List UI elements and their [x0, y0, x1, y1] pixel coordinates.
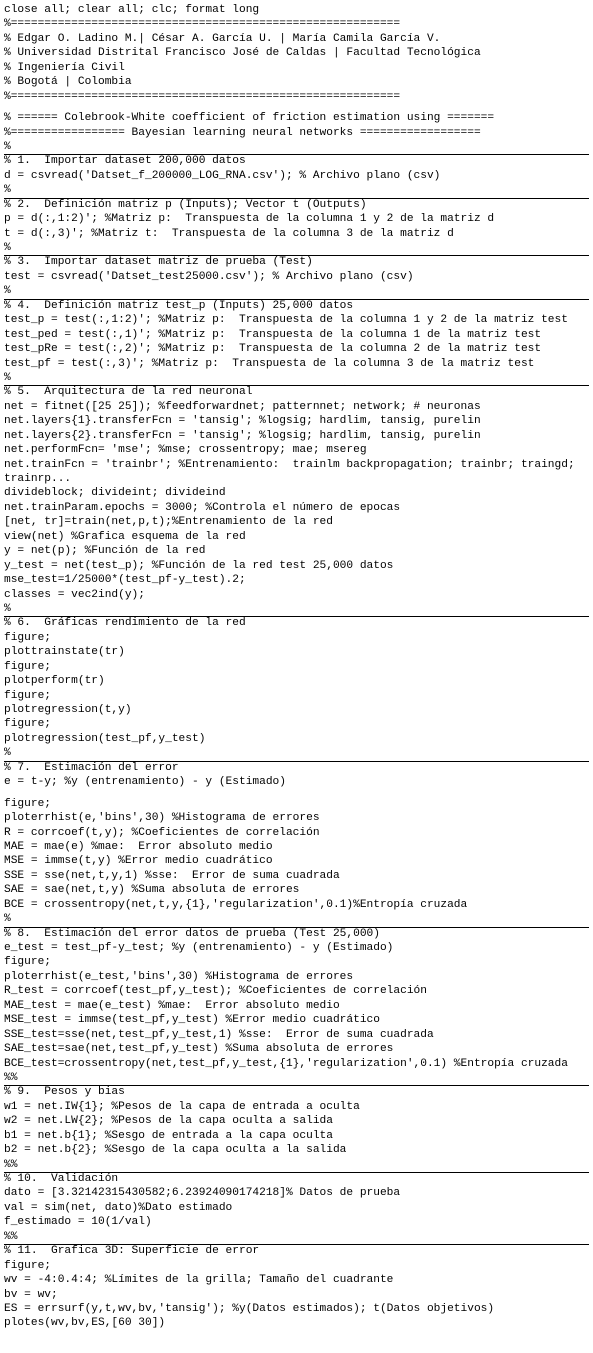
code-line: bv = wv;	[4, 1288, 58, 1301]
code-line: % 9. Pesos y bias	[4, 1086, 125, 1099]
code-line: ploterrhist(e,'bins',30) %Histograma de errores	[4, 812, 320, 825]
code-line: net.trainFcn = 'trainbr'; %Entrenamiento: trainlm backpropagation; trainbr; traingd;	[4, 458, 575, 471]
code-line: R = corrcoef(t,y); %Coeficientes de correlación	[4, 826, 320, 839]
code-line: % 4. Definición matriz test_p (Inputs) 25,000 datos	[4, 299, 354, 312]
code-line: dato = [3.32142315430582;6.23924090174218]% Datos de prueba	[4, 1187, 401, 1200]
code-line: % 11. Grafica 3D: Superficie de error	[4, 1245, 260, 1258]
code-line: net = fitnet([25 25]); %feedforwardnet; patternnet; network; # neuronas	[4, 400, 481, 413]
section-divider: %	[4, 140, 589, 155]
code-line: d = csvread('Datset_f_200000_LOG_RNA.csv'); % Archivo plano (csv)	[4, 169, 441, 182]
code-line: p = d(:,1:2)'; %Matriz p: Transpuesta de la columna 1 y 2 de la matriz d	[4, 213, 495, 226]
code-line: plotperform(tr)	[4, 675, 105, 688]
code-line: % 6. Gráficas rendimiento de la red	[4, 617, 246, 630]
code-listing	[4, 3, 589, 1331]
code-line: w2 = net.LW{2}; %Pesos de la capa oculta a salida	[4, 1115, 333, 1128]
code-line: SAE = sae(net,t,y) %Suma absoluta de errores	[4, 884, 300, 897]
code-line: [net, tr]=train(net,p,t);%Entrenamiento de la red	[4, 516, 333, 529]
code-line: plotregression(test_pf,y_test)	[4, 732, 206, 745]
code-line: %==========================================================	[4, 90, 401, 103]
code-line: R_test = corrcoef(test_pf,y_test); %Coeficientes de correlación	[4, 985, 427, 998]
code-line: e_test = test_pf-y_test; %y (entrenamiento) - y (Estimado)	[4, 942, 394, 954]
code-line: net.layers{2}.transferFcn = 'tansig'; %logsig; hardlim, tansig, purelin	[4, 429, 481, 442]
code-line: view(net) %Grafica esquema de la red	[4, 530, 246, 543]
blank-line	[4, 790, 589, 797]
code-line: % Bogotá | Colombia	[4, 76, 132, 89]
code-line: figure;	[4, 631, 51, 644]
section-divider: %%	[4, 1230, 589, 1245]
code-line: % Edgar O. Ladino M.| César A. García U. | María Camila García V.	[4, 32, 441, 45]
code-line: e = t-y; %y (entrenamiento) - y (Estimado)	[4, 776, 286, 789]
code-line: net.layers{1}.transferFcn = 'tansig'; %logsig; hardlim, tansig, purelin	[4, 415, 481, 428]
code-line: net.trainParam.epochs = 3000; %Controla el número de epocas	[4, 501, 401, 514]
code-line: t = d(:,3)'; %Matriz t: Transpuesta de la columna 3 de la matriz d	[4, 227, 454, 240]
code-line: % 5. Arquitectura de la red neuronal	[4, 386, 253, 399]
section-divider: %	[4, 602, 589, 617]
code-line: %================= Bayesian learning neural networks ==================	[4, 126, 481, 139]
code-line: % 2. Definición matriz p (Inputs); Vector t (Outputs)	[4, 198, 367, 211]
section-divider: %	[4, 746, 589, 761]
code-line: val = sim(net, dato)%Dato estimado	[4, 1201, 233, 1214]
code-line: mse_test=1/25000*(test_pf-y_test).2;	[4, 574, 246, 587]
section-divider: %	[4, 912, 589, 927]
section-divider: %%	[4, 1071, 589, 1086]
code-line: y = net(p); %Función de la red	[4, 545, 206, 558]
code-line: test_p = test(:,1:2)'; %Matriz p: Transpuesta de la columna 1 y 2 de la matriz test	[4, 314, 568, 327]
code-line: test = csvread('Datset_test25000.csv'); % Archivo plano (csv)	[4, 270, 414, 283]
code-line: MAE = mae(e) %mae: Error absoluto medio	[4, 840, 273, 853]
code-line: trainrp...	[4, 473, 72, 485]
code-line: SSE = sse(net,t,y,1) %sse: Error de suma cuadrada	[4, 869, 340, 882]
code-line: net.performFcn= 'mse'; %mse; crossentropy; mae; msereg	[4, 444, 367, 457]
code-line: divideblock; divideint; divideind	[4, 487, 226, 500]
code-line: BCE = crossentropy(net,t,y,{1},'regularization',0.1)%Entropía cruzada	[4, 898, 468, 911]
blank-line	[4, 104, 589, 111]
section-divider: %	[4, 241, 589, 256]
code-line: test_ped = test(:,1)'; %Matriz p: Transpuesta de la columna 1 de la matriz test	[4, 328, 542, 341]
code-line: f_estimado = 10(1/val)	[4, 1216, 152, 1229]
code-line: MSE = immse(t,y) %Error medio cuadrático	[4, 855, 273, 868]
code-line: ploterrhist(e_test,'bins',30) %Histograma de errores	[4, 970, 354, 983]
code-line: plotregression(t,y)	[4, 704, 132, 716]
code-line: figure;	[4, 1259, 51, 1272]
code-line: MAE_test = mae(e_test) %mae: Error absoluto medio	[4, 999, 340, 1012]
code-line: % ====== Colebrook-White coefficient of friction estimation using =======	[4, 112, 495, 125]
code-line: b2 = net.b{2}; %Sesgo de la capa oculta a la salida	[4, 1144, 347, 1157]
code-line: % Ingeniería Civil	[4, 61, 125, 74]
code-line: classes = vec2ind(y);	[4, 588, 145, 601]
code-line: figure;	[4, 956, 51, 969]
code-line: y_test = net(test_p); %Función de la red test 25,000 datos	[4, 559, 394, 572]
code-line: figure;	[4, 718, 51, 731]
code-line: % Universidad Distrital Francisco José de Caldas | Facultad Tecnológica	[4, 47, 481, 60]
code-line: BCE_test=crossentropy(net,test_pf,y_test,{1},'regularization',0.1) %Entropía cruzada	[4, 1057, 568, 1070]
code-line: test_pRe = test(:,2)'; %Matriz p: Transpuesta de la columna 2 de la matriz test	[4, 343, 542, 356]
code-line: ES = errsurf(y,t,wv,bv,'tansig'); %y(Datos estimados); t(Datos objetivos)	[4, 1302, 495, 1315]
code-line: % 3. Importar dataset matriz de prueba (Test)	[4, 256, 313, 269]
code-line: w1 = net.IW{1}; %Pesos de la capa de entrada a oculta	[4, 1100, 360, 1113]
section-divider: %	[4, 183, 589, 198]
code-line: SSE_test=sse(net,test_pf,y_test,1) %sse: Error de suma cuadrada	[4, 1028, 434, 1041]
code-line: % 8. Estimación del error datos de prueba (Test 25,000)	[4, 927, 380, 940]
section-divider: %	[4, 371, 589, 386]
code-line: % 7. Estimación del error	[4, 761, 179, 774]
code-line: % 1. Importar dataset 200,000 datos	[4, 155, 246, 168]
code-line: test_pf = test(:,3)'; %Matriz p: Transpuesta de la columna 3 de la matriz test	[4, 357, 535, 370]
code-line: % 10. Validación	[4, 1173, 119, 1185]
code-line: figure;	[4, 797, 51, 810]
code-line: b1 = net.b{1}; %Sesgo de entrada a la capa oculta	[4, 1129, 333, 1142]
code-line: MSE_test = immse(test_pf,y_test) %Error medio cuadrático	[4, 1014, 380, 1027]
code-line: SAE_test=sae(net,test_pf,y_test) %Suma absoluta de errores	[4, 1043, 394, 1056]
code-line: plottrainstate(tr)	[4, 646, 125, 659]
section-divider: %	[4, 284, 589, 299]
section-divider: %%	[4, 1158, 589, 1173]
code-line: wv = -4:0.4:4; %Límites de la grilla; Tamaño del cuadrante	[4, 1274, 394, 1287]
code-line: figure;	[4, 689, 51, 702]
code-line: close all; clear all; clc; format long	[4, 4, 260, 16]
code-line: %==========================================================	[4, 18, 401, 31]
code-line: plotes(wv,bv,ES,[60 30])	[4, 1317, 166, 1330]
code-line: figure;	[4, 660, 51, 673]
